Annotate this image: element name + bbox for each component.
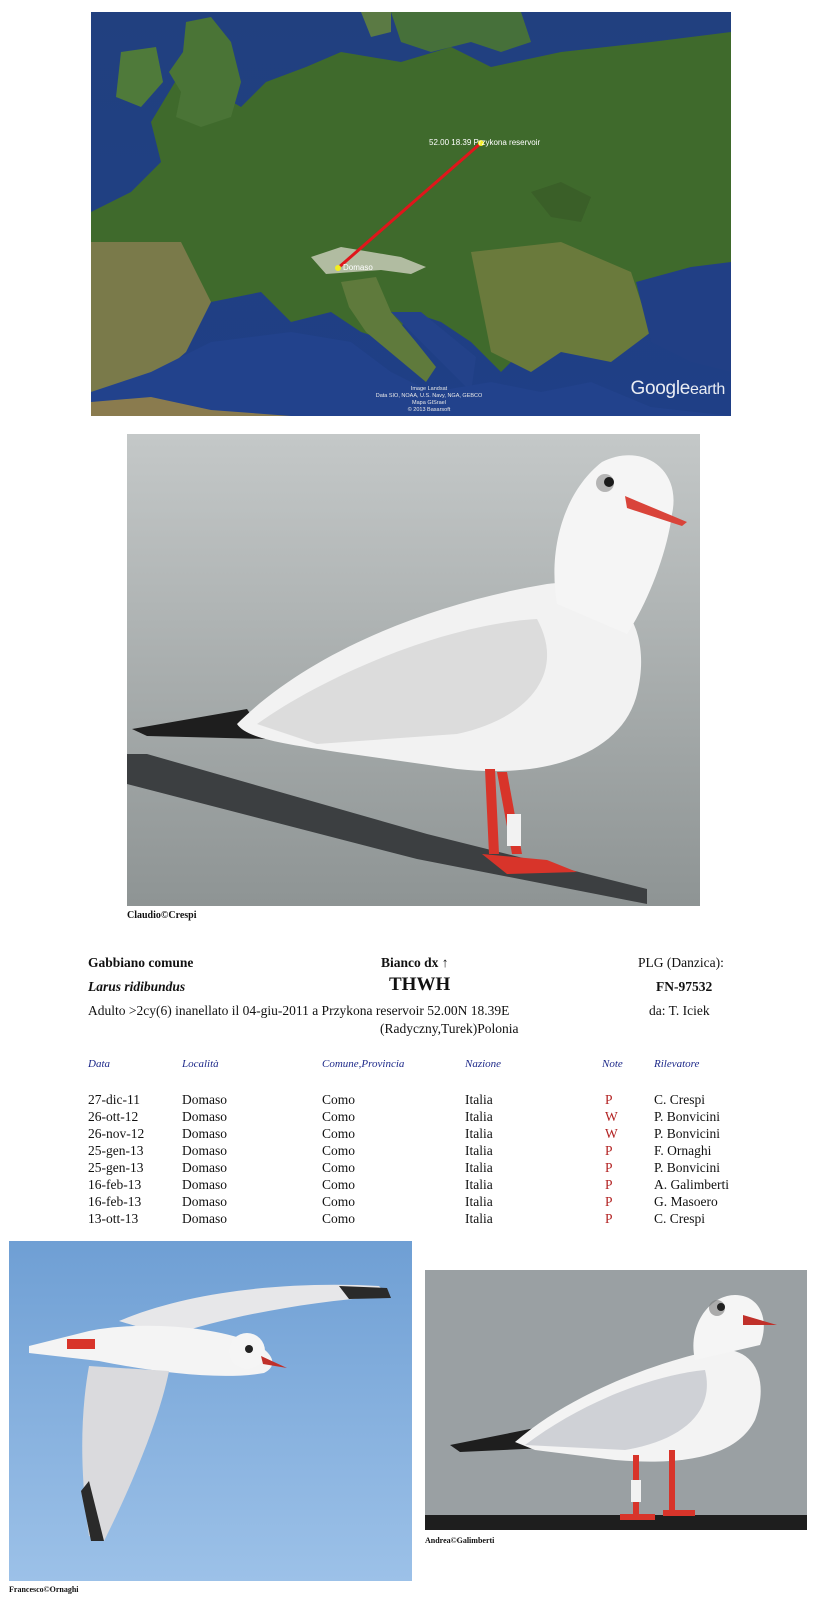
- table-row: 27-dic-11 Domaso Como Italia P C. Crespi: [88, 1092, 706, 1107]
- table-row: 25-gen-13 Domaso Como Italia P P. Bonvicini: [88, 1160, 721, 1175]
- route-map: [91, 12, 731, 416]
- standing-gull-photo: [425, 1270, 807, 1530]
- standing-photo-credit: Andrea©Galimberti: [425, 1536, 495, 1545]
- flight-photo-credit: Francesco©Ornaghi: [9, 1585, 79, 1594]
- header-nation: Nazione: [465, 1058, 502, 1070]
- common-name: Gabbiano comune: [88, 955, 194, 970]
- ringing-details: Adulto >2cy(6) inanellato il 04-giu-2011 a Przykona reservoir 52.00N 18.39E: [88, 1003, 510, 1018]
- ringing-details-location: (Radyczny,Turek)Polonia: [380, 1021, 519, 1036]
- table-header: [88, 1058, 768, 1076]
- header-date: Data: [88, 1058, 110, 1070]
- ringer-name: da: T. Iciek: [649, 1003, 710, 1018]
- ring-number: FN-97532: [656, 979, 713, 994]
- google-earth-logo: Googleearth: [630, 378, 725, 399]
- start-label: 52.00 18.39 Przykona reservoir: [429, 138, 541, 147]
- table-row: 26-ott-12 Domaso Como Italia W P. Bonvicini: [88, 1109, 721, 1124]
- table-row: 26-nov-12 Domaso Como Italia W P. Bonvicini: [88, 1126, 721, 1141]
- ring-code: THWH: [389, 974, 451, 995]
- main-gull-photo: [127, 434, 700, 906]
- flight-gull-photo: [9, 1241, 412, 1581]
- header-commune: Comune,Provincia: [322, 1058, 405, 1070]
- ringing-scheme: PLG (Danzica):: [638, 955, 724, 970]
- end-marker: [335, 265, 341, 271]
- header-locality: Località: [182, 1058, 219, 1070]
- sightings-table: [88, 1058, 768, 1226]
- end-label: Domaso: [343, 263, 373, 272]
- table-row: 25-gen-13 Domaso Como Italia P F. Ornaghi: [88, 1143, 712, 1158]
- table-row: 16-feb-13 Domaso Como Italia P A. Galimberti: [88, 1177, 729, 1192]
- table-row: 16-feb-13 Domaso Como Italia P G. Masoero: [88, 1194, 718, 1209]
- header-observer: Rilevatore: [654, 1058, 700, 1070]
- table-row: 13-ott-13 Domaso Como Italia P C. Crespi: [88, 1211, 706, 1226]
- map-credit: Image Landsat Data SIO, NOAA, U.S. Navy, NGA, GEBCO Mapa GISrael © 2013 Basarsoft: [375, 386, 483, 413]
- scientific-name: Larus ridibundus: [88, 979, 186, 994]
- main-photo-credit: Claudio©Crespi: [127, 910, 197, 921]
- header-note: Note: [602, 1058, 623, 1070]
- ring-color: Bianco dx ↑: [381, 955, 449, 970]
- map-image: [91, 12, 731, 416]
